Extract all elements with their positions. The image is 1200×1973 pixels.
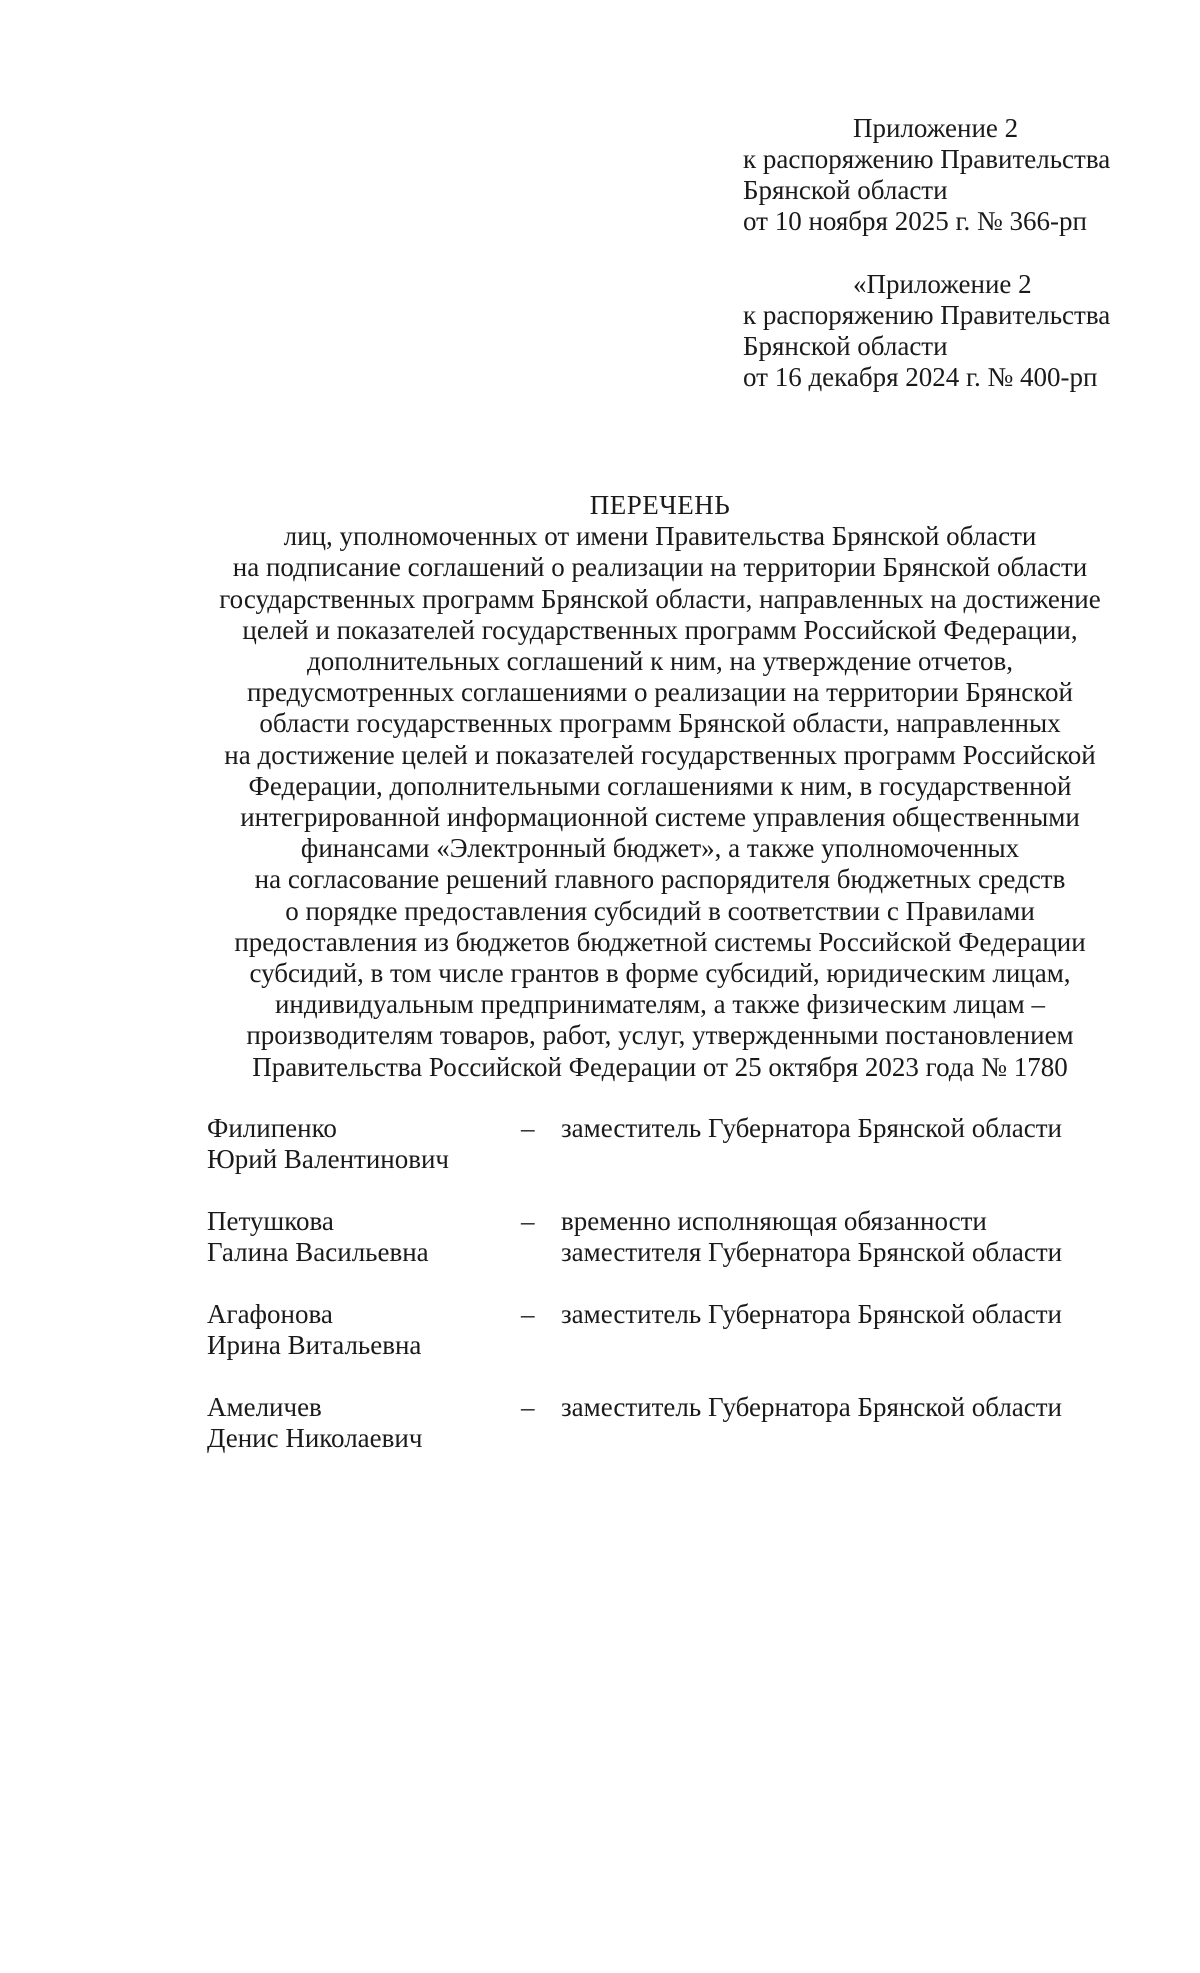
- appendix-reference: к распоряжению Правительства: [743, 300, 1111, 330]
- separator-dash: –: [521, 1392, 535, 1422]
- person-position: [561, 1299, 1121, 1330]
- title-line: на достижение целей и показателей государственных программ Российской: [224, 739, 1096, 770]
- title-line: области государственных программ Брянской области, направленных: [259, 708, 1061, 739]
- position-line: заместитель Губернатора Брянской области: [561, 1299, 1063, 1329]
- title-line: финансами «Электронный бюджет», а также уполномоченных: [300, 833, 1020, 864]
- appendix-title: «Приложение 2: [853, 269, 1032, 299]
- person-position: [561, 1206, 1121, 1268]
- title-line: целей и показателей государственных программ Российской Федерации,: [242, 614, 1078, 645]
- appendix-title: Приложение 2: [853, 113, 1019, 143]
- person-entry: [207, 1113, 1107, 1175]
- person-entry: [207, 1392, 1107, 1454]
- person-entry: [207, 1299, 1107, 1361]
- person-entry: [207, 1206, 1107, 1268]
- persons-list: [207, 1113, 1107, 1485]
- person-name: [207, 1206, 507, 1268]
- title-line: предусмотренных соглашениями о реализации на территории Брянской: [247, 677, 1073, 708]
- person-position: [561, 1392, 1121, 1423]
- separator-dash: –: [521, 1113, 535, 1143]
- person-given-names: Денис Николаевич: [207, 1423, 423, 1453]
- person-surname: Агафонова: [207, 1299, 333, 1329]
- title-line: на подписание соглашений о реализации на территории Брянской области: [232, 552, 1088, 583]
- person-given-names: Галина Васильевна: [207, 1237, 429, 1267]
- person-name: [207, 1299, 507, 1361]
- position-line: заместителя Губернатора Брянской области: [561, 1237, 1063, 1267]
- appendix-header-previous: [743, 269, 1183, 393]
- person-position: [561, 1113, 1121, 1144]
- appendix-reference: к распоряжению Правительства: [743, 144, 1111, 174]
- position-line: заместитель Губернатора Брянской области: [561, 1113, 1063, 1143]
- person-surname: Петушкова: [207, 1206, 334, 1236]
- person-given-names: Юрий Валентинович: [207, 1144, 450, 1174]
- title-line: интегрированной информационной системе управления общественными: [240, 802, 1080, 833]
- title-line: государственных программ Брянской области, направленных на достижение: [219, 583, 1101, 614]
- title-line: лиц, уполномоченных от имени Правительства Брянской области: [283, 521, 1037, 552]
- appendix-header-current: [743, 113, 1183, 237]
- person-surname: Филипенко: [207, 1113, 337, 1143]
- title-line: предоставления из бюджетов бюджетной системы Российской Федерации: [234, 926, 1086, 957]
- person-given-names: Ирина Витальевна: [207, 1330, 422, 1360]
- document-title-block: [150, 490, 1170, 1083]
- appendix-region: Брянской области: [743, 175, 948, 205]
- position-line: заместитель Губернатора Брянской области: [561, 1392, 1063, 1422]
- title-line: субсидий, в том числе грантов в форме субсидий, юридическим лицам,: [249, 958, 1071, 989]
- title-line: на согласование решений главного распорядителя бюджетных средств: [254, 864, 1066, 895]
- appendix-date-number: от 10 ноября 2025 г. № 366-рп: [743, 206, 1087, 236]
- person-surname: Амеличев: [207, 1392, 322, 1422]
- title-line: о порядке предоставления субсидий в соответствии с Правилами: [285, 895, 1035, 926]
- title-line: Правительства Российской Федерации от 25 октября 2023 года № 1780: [252, 1051, 1068, 1082]
- position-line: временно исполняющая обязанности: [561, 1206, 987, 1236]
- separator-dash: –: [521, 1206, 535, 1236]
- title-line: производителям товаров, работ, услуг, утвержденными постановлением: [246, 1020, 1074, 1051]
- title-line: Федерации, дополнительными соглашениями к ним, в государственной: [248, 770, 1072, 801]
- person-name: [207, 1113, 507, 1175]
- person-name: [207, 1392, 507, 1454]
- title-line: индивидуальным предпринимателям, а также физическим лицам –: [274, 989, 1046, 1020]
- title-line: дополнительных соглашений к ним, на утверждение отчетов,: [307, 646, 1013, 677]
- appendix-region: Брянской области: [743, 331, 948, 361]
- separator-dash: –: [521, 1299, 535, 1329]
- appendix-date-number: от 16 декабря 2024 г. № 400-рп: [743, 362, 1098, 392]
- document-heading: ПЕРЕЧЕНЬ: [589, 490, 731, 520]
